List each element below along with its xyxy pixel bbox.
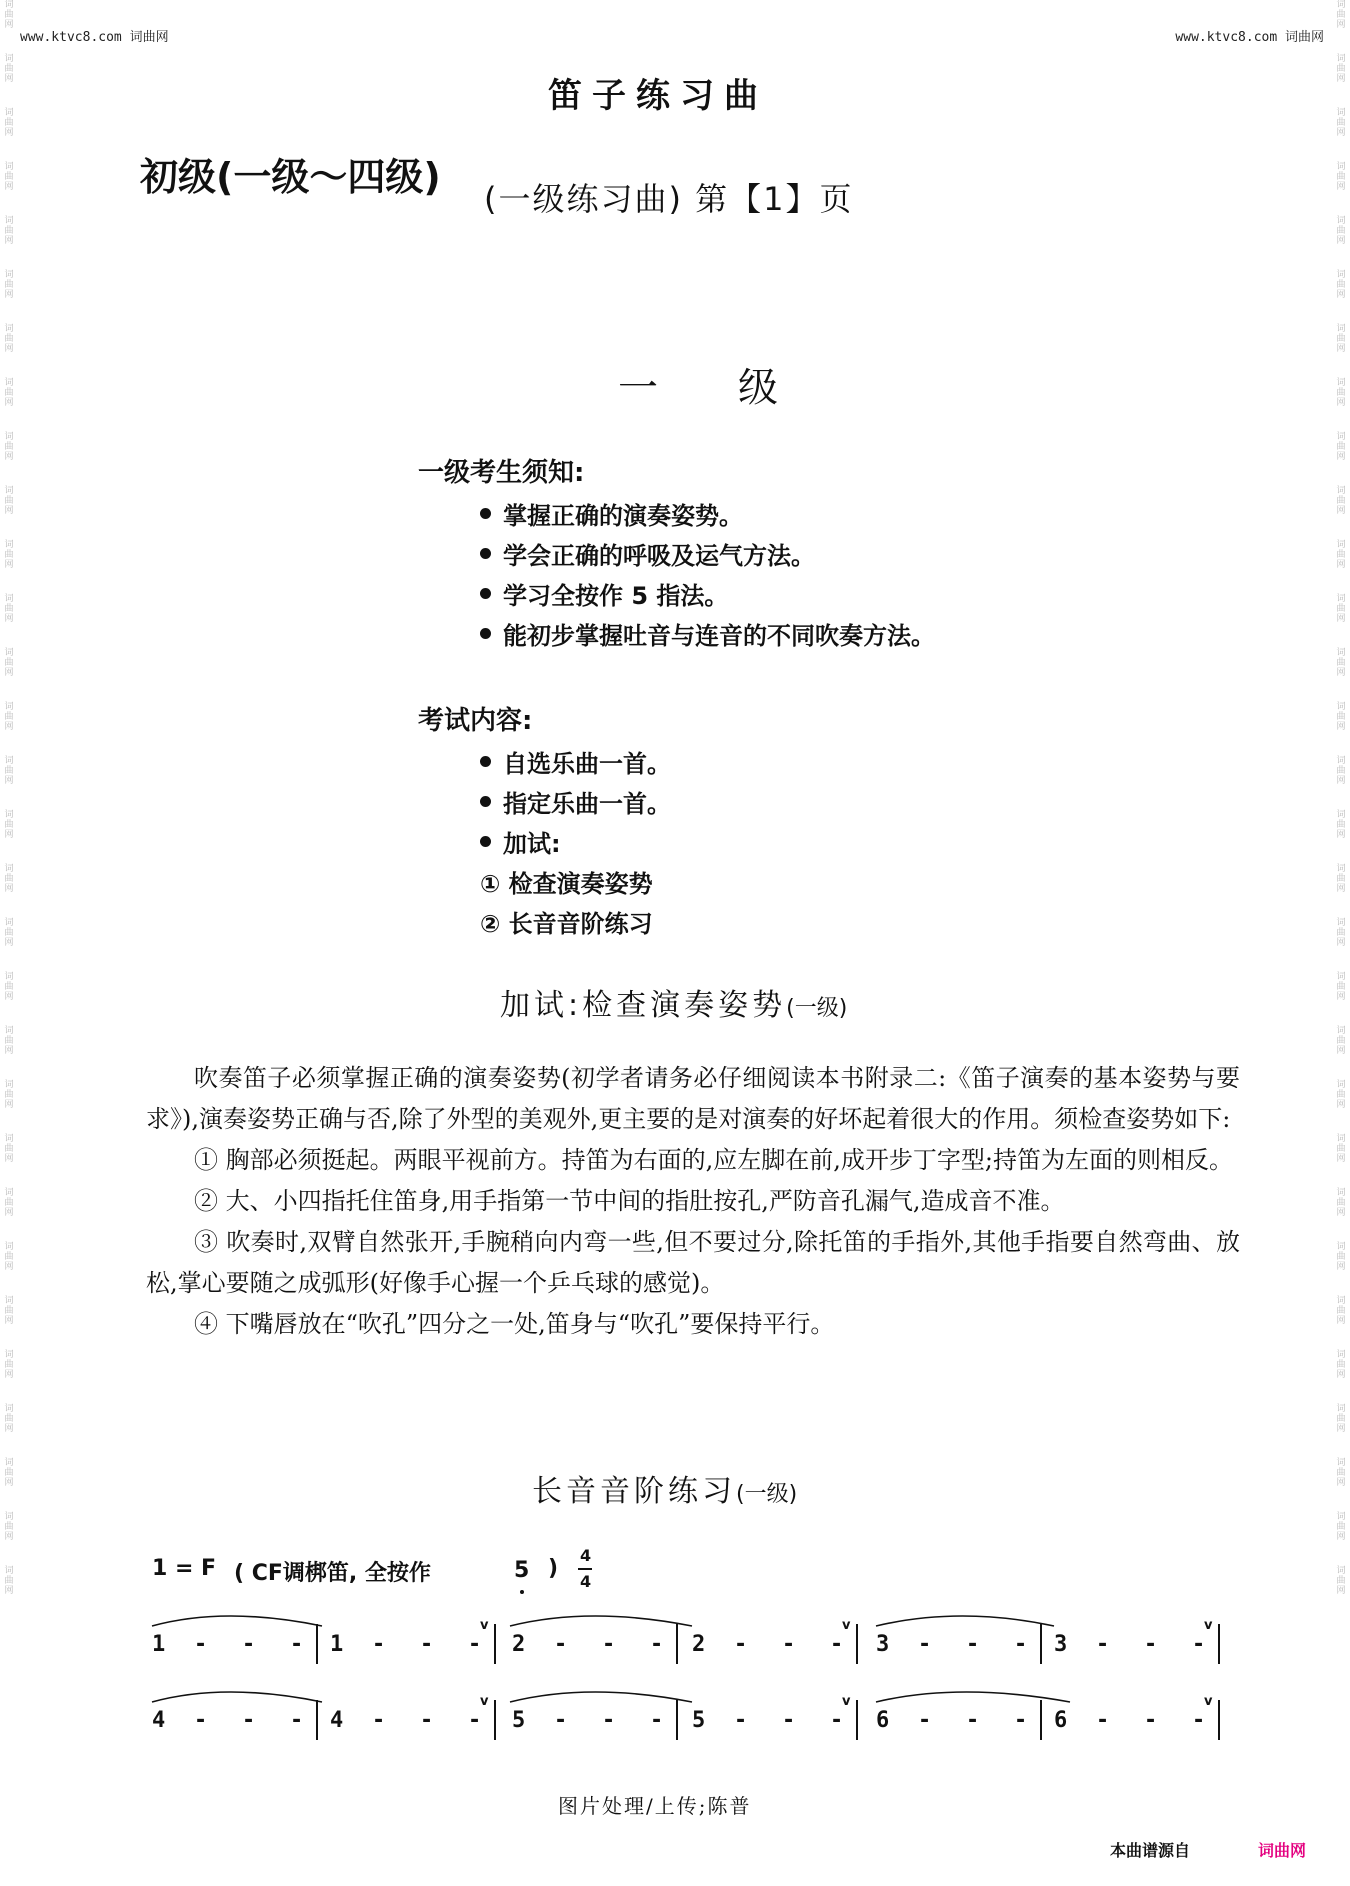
watermark-text: 词曲网	[4, 270, 14, 300]
watermark-text: 词曲网	[1336, 378, 1346, 408]
sustain-dash: -	[1098, 1632, 1108, 1657]
watermark-text: 词曲网	[1336, 972, 1346, 1002]
watermark-text: 词曲网	[4, 594, 14, 624]
posture-point: ③ 吹奏时,双臂自然张开,手腕稍向内弯一些,但不要过分,除托笛的手指外,其他手指要自然弯曲、放松,掌心要随之成弧形(好像手心握一个乒乓球的感觉)。	[146, 1228, 1240, 1297]
watermark-text: 词曲网	[1336, 1404, 1346, 1434]
posture-intro: 吹奏笛子必须掌握正确的演奏姿势(初学者请务必仔细阅读本书附录二:《笛子演奏的基本姿势与要求》),演奏姿势正确与否,除了外型的美观外,更主要的是对演奏的好坏起着很大的作用。须检查姿势如下:	[146, 1064, 1240, 1133]
watermark-text: 词曲网	[4, 162, 14, 192]
note: 6	[876, 1708, 890, 1733]
sustain-dash: -	[292, 1632, 302, 1657]
watermark-text: 词曲网	[1336, 864, 1346, 894]
sustain-dash: -	[652, 1708, 662, 1733]
watermark-text: 词曲网	[4, 0, 14, 30]
sustain-dash: -	[196, 1708, 206, 1733]
key-close: )	[548, 1556, 559, 1581]
site-link-right[interactable]: www.ktvc8.com 词曲网	[1175, 30, 1324, 45]
sustain-dash: -	[374, 1708, 384, 1733]
slur	[510, 1616, 692, 1626]
slur	[152, 1692, 322, 1702]
double-measure-bar	[1218, 1624, 1220, 1664]
posture-title: 加试:检查演奏姿势(一级)	[500, 988, 848, 1023]
sustain-dash: -	[968, 1708, 978, 1733]
sustain-dash: -	[968, 1632, 978, 1657]
sustain-dash: -	[604, 1708, 614, 1733]
sustain-dash: -	[1194, 1632, 1204, 1657]
watermark-text: 词曲网	[1336, 1296, 1346, 1326]
sustain-dash: -	[1194, 1708, 1204, 1733]
watermark-text: 词曲网	[1336, 216, 1346, 246]
posture-point: ① 胸部必须挺起。两眼平视前方。持笛为右面的,应左脚在前,成开步丁字型;持笛为左面的则相反。	[194, 1146, 1233, 1174]
sustain-dash: -	[1098, 1708, 1108, 1733]
watermark-text: 词曲网	[1336, 702, 1346, 732]
watermark-text: 词曲网	[4, 1404, 14, 1434]
key-signature: 1 = F	[152, 1556, 217, 1581]
sustain-dash: -	[604, 1632, 614, 1657]
watermark-text: 词曲网	[4, 864, 14, 894]
sustain-dash: -	[784, 1632, 794, 1657]
exam-item: 自选乐曲一首。	[480, 744, 671, 779]
breath-mark: v	[842, 1694, 851, 1709]
watermark-text: 词曲网	[1336, 1026, 1346, 1056]
note: 5	[692, 1708, 706, 1733]
bar-line	[1040, 1700, 1042, 1740]
watermark-text: 词曲网	[4, 486, 14, 516]
watermark-text: 词曲网	[4, 1512, 14, 1542]
watermark-text: 词曲网	[4, 756, 14, 786]
sustain-dash: -	[422, 1708, 432, 1733]
exam-item: 加试:	[480, 824, 561, 859]
note: 1	[330, 1632, 344, 1657]
posture-point: ② 大、小四指托住笛身,用手指第一节中间的指肚按孔,严防音孔漏气,造成音不准。	[194, 1187, 1065, 1215]
note: 3	[1054, 1632, 1068, 1657]
watermark-text: 词曲网	[4, 1296, 14, 1326]
watermark-text: 词曲网	[1336, 1566, 1346, 1596]
watermark-text: 词曲网	[4, 972, 14, 1002]
double-measure-bar	[1218, 1700, 1220, 1740]
watermark-text: 词曲网	[1336, 486, 1346, 516]
breath-mark: v	[480, 1694, 489, 1709]
image-credit: 图片处理/上传;陈普	[558, 1794, 752, 1818]
watermark-text: 词曲网	[1336, 1080, 1346, 1110]
source-label: 本曲谱源自	[1110, 1841, 1191, 1860]
notice-item: 掌握正确的演奏姿势。	[480, 496, 743, 531]
sustain-dash: -	[1146, 1708, 1156, 1733]
watermark-text: 词曲网	[1336, 594, 1346, 624]
sustain-dash: -	[652, 1632, 662, 1657]
sustain-dash: -	[736, 1632, 746, 1657]
breath-mark: v	[1204, 1694, 1213, 1709]
key-degree: 5	[514, 1558, 530, 1583]
note: 1	[152, 1632, 166, 1657]
watermark-text: 词曲网	[1336, 0, 1346, 30]
key-note: ( CF调梆笛, 全按作	[234, 1561, 431, 1586]
watermark-text: 词曲网	[4, 432, 14, 462]
exam-sub-item: ② 长音音阶练习	[480, 910, 653, 938]
note: 3	[876, 1632, 890, 1657]
watermark-text: 词曲网	[4, 810, 14, 840]
notice-item: 能初步掌握吐音与连音的不同吹奏方法。	[480, 616, 935, 651]
slur	[876, 1616, 1054, 1626]
watermark-text: 词曲网	[4, 1134, 14, 1164]
sustain-dash: -	[1016, 1708, 1026, 1733]
watermark-text: 词曲网	[1336, 540, 1346, 570]
watermark-text: 词曲网	[4, 1080, 14, 1110]
note: 6	[1054, 1708, 1068, 1733]
exam-item: 指定乐曲一首。	[480, 784, 671, 819]
notice-item: 学会正确的呼吸及运气方法。	[480, 536, 815, 571]
scale-title: 长音音阶练习(一级)	[532, 1474, 798, 1509]
sustain-dash: -	[470, 1708, 480, 1733]
sustain-dash: -	[196, 1632, 206, 1657]
watermark-text: 词曲网	[1336, 810, 1346, 840]
watermark-text: 词曲网	[1336, 1512, 1346, 1542]
breath-mark: v	[1204, 1618, 1213, 1633]
watermark-text: 词曲网	[1336, 918, 1346, 948]
watermark-text: 词曲网	[1336, 1188, 1346, 1218]
note: 2	[512, 1632, 526, 1657]
grade-heading: 一级	[618, 365, 858, 411]
watermark-text: 词曲网	[1336, 54, 1346, 84]
bar-line	[316, 1624, 318, 1664]
exam-heading: 考试内容:	[418, 706, 533, 736]
bar-line	[1040, 1624, 1042, 1664]
watermark-text: 词曲网	[4, 702, 14, 732]
sustain-dash: -	[920, 1632, 930, 1657]
double-measure-bar	[494, 1700, 496, 1740]
watermark-text: 词曲网	[4, 324, 14, 354]
watermark-text: 词曲网	[1336, 108, 1346, 138]
notice-item: 学习全按作 5 指法。	[480, 576, 728, 611]
watermark-text: 词曲网	[4, 1566, 14, 1596]
slur	[510, 1692, 692, 1702]
watermark-text: 词曲网	[4, 918, 14, 948]
bar-line	[316, 1700, 318, 1740]
sustain-dash: -	[832, 1632, 842, 1657]
breath-mark: v	[480, 1618, 489, 1633]
watermark-text: 词曲网	[4, 1350, 14, 1380]
level-heading: 初级(一级～四级)	[140, 155, 441, 199]
note: 2	[692, 1632, 706, 1657]
watermark-text: 词曲网	[4, 1242, 14, 1272]
watermark-text: 词曲网	[1336, 1458, 1346, 1488]
time-signature-top: 4	[580, 1546, 592, 1565]
watermark-text: 词曲网	[4, 540, 14, 570]
site-link-left[interactable]: www.ktvc8.com 词曲网	[20, 30, 169, 45]
watermark-text: 词曲网	[4, 378, 14, 408]
sustain-dash: -	[422, 1632, 432, 1657]
sustain-dash: -	[784, 1708, 794, 1733]
sustain-dash: -	[920, 1708, 930, 1733]
sustain-dash: -	[832, 1708, 842, 1733]
notice-heading: 一级考生须知:	[418, 458, 585, 488]
sustain-dash: -	[244, 1632, 254, 1657]
watermark-text: 词曲网	[1336, 270, 1346, 300]
page-label: (一级练习曲) 第【1】页	[484, 180, 854, 218]
watermark-text: 词曲网	[1336, 648, 1346, 678]
watermark-text: 词曲网	[4, 648, 14, 678]
double-measure-bar	[856, 1624, 858, 1664]
watermark-text: 词曲网	[1336, 1242, 1346, 1272]
bar-line	[676, 1624, 678, 1664]
watermark-text: 词曲网	[1336, 432, 1346, 462]
watermark-text: 词曲网	[4, 108, 14, 138]
sustain-dash: -	[292, 1708, 302, 1733]
note: 5	[512, 1708, 526, 1733]
page-title: 笛子练习曲	[548, 76, 768, 116]
watermark-text: 词曲网	[1336, 756, 1346, 786]
watermark-text: 词曲网	[4, 1458, 14, 1488]
note: 4	[330, 1708, 344, 1733]
time-signature-bottom: 4	[580, 1572, 592, 1591]
watermark-text: 词曲网	[4, 1026, 14, 1056]
watermark-text: 词曲网	[1336, 1134, 1346, 1164]
sustain-dash: -	[374, 1632, 384, 1657]
watermark-text: 词曲网	[1336, 1350, 1346, 1380]
posture-point: ④ 下嘴唇放在“吹孔”四分之一处,笛身与“吹孔”要保持平行。	[194, 1310, 835, 1338]
source-brand-logo[interactable]: 词曲网	[1258, 1841, 1307, 1860]
double-measure-bar	[856, 1700, 858, 1740]
exam-sub-item: ① 检查演奏姿势	[480, 870, 653, 898]
sustain-dash: -	[1146, 1632, 1156, 1657]
watermark-text: 词曲网	[4, 216, 14, 246]
watermark-text: 词曲网	[1336, 162, 1346, 192]
sustain-dash: -	[470, 1632, 480, 1657]
sustain-dash: -	[556, 1708, 566, 1733]
note: 4	[152, 1708, 166, 1733]
watermark-text: 词曲网	[4, 1188, 14, 1218]
double-measure-bar	[494, 1624, 496, 1664]
bar-line	[676, 1700, 678, 1740]
slur	[152, 1616, 322, 1626]
sustain-dash: -	[244, 1708, 254, 1733]
sustain-dash: -	[1016, 1632, 1026, 1657]
sustain-dash: -	[736, 1708, 746, 1733]
watermark-text: 词曲网	[1336, 324, 1346, 354]
sustain-dash: -	[556, 1632, 566, 1657]
breath-mark: v	[842, 1618, 851, 1633]
watermark-text: 词曲网	[4, 54, 14, 84]
